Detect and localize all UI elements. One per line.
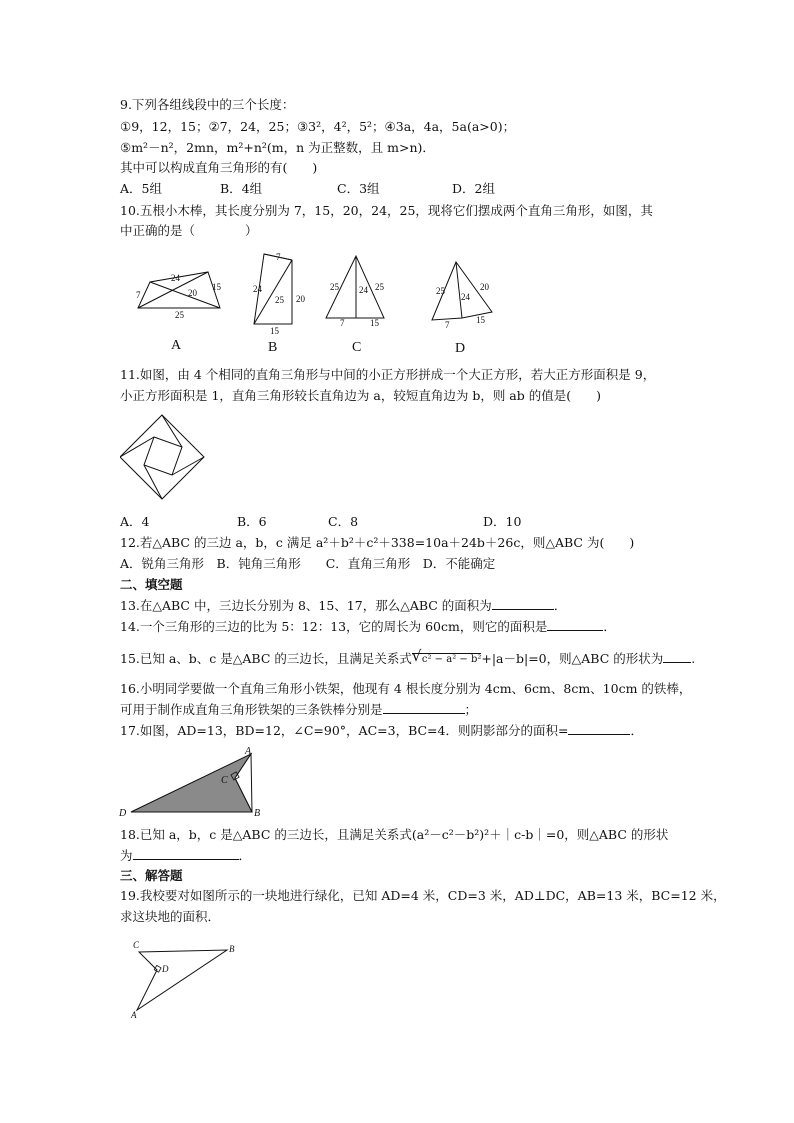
- q14-answer-blank[interactable]: [547, 618, 603, 631]
- q17-answer-blank[interactable]: [568, 722, 630, 735]
- q10-b-label-15: 15: [270, 326, 279, 336]
- q15-line: [120, 647, 696, 668]
- q10-stem-line1: 10.五根小木棒，其长度分别为 7，15，20，24，25，现将它们摆成两个直角三角形，如图，其: [120, 203, 653, 218]
- q13-text: 13.在△ABC 中，三边长分别为 8、15、17，那么△ABC 的面积为: [120, 598, 492, 613]
- q18-line2: [120, 847, 251, 865]
- q11-option-a: A．4: [120, 514, 150, 529]
- q19-label-d: D: [162, 964, 169, 974]
- q10-figure-label-d: D: [455, 341, 466, 356]
- q13-answer-blank[interactable]: [492, 597, 554, 610]
- q17-figure: [115, 746, 275, 822]
- q17-end: ．: [630, 723, 643, 738]
- q16-line1: 16.小明同学要做一个直角三角形小铁架，他现有 4 根长度分别为 4cm、6cm、8cm、10cm 的铁棒，: [120, 681, 692, 696]
- q10-a-label-24: 24: [171, 273, 180, 283]
- q10-c-label-25-right: 25: [375, 282, 384, 292]
- q17-text: 17.如图，AD=13，BD=12，∠C=90°，AC=3，BC=4．则阴影部分的面积=: [120, 723, 569, 738]
- q9-option-a: A．5组: [120, 181, 162, 196]
- q17-label-c: C: [221, 775, 228, 786]
- q13-end: ．: [553, 598, 567, 613]
- q10-a-label-20: 20: [188, 288, 197, 298]
- q19-figure: [125, 938, 245, 1020]
- q10-c-label-24: 24: [359, 285, 368, 295]
- q10-b-label-25: 25: [275, 295, 284, 305]
- q10-figures: [120, 248, 510, 338]
- q19-label-a: A: [131, 1010, 137, 1020]
- q18-line1: 18.已知 a，b，c 是△ABC 的三边长，且满足关系式(a²－c²－b²)²＋｜c-b｜=0，则△ABC 的形状: [120, 827, 669, 842]
- q9-option-d: D．2组: [452, 181, 495, 196]
- q9-groups-line2: ⑤m²－n²，2mn，m²+n²(m，n 为正整数，且 m>n)．: [120, 140, 435, 155]
- q19-line1: 19.我校要对如图所示的一块地进行绿化，已知 AD=4 米，CD=3 米，AD⊥DC，AB=13 米，BC=12 米，: [120, 888, 726, 903]
- q9-groups-line1: ①9，12，15；②7，24，25；③3²，4²，5²；④3a，4a，5a(a>0)；: [120, 119, 516, 134]
- q9-stem: 9.下列各组线段中的三个长度：: [120, 97, 295, 112]
- q17-line: [120, 722, 643, 740]
- q11-figure: [120, 413, 208, 505]
- q11-option-c: C．8: [328, 514, 359, 529]
- q18-end: ．: [238, 848, 252, 863]
- q15-pre: 15.已知 a、b、c 是△ABC 的三边长，且满足关系式: [120, 651, 412, 666]
- q10-d-label-15: 15: [476, 315, 485, 325]
- q19-label-b: B: [229, 944, 235, 954]
- q16-text: 可用于制作成直角三角形铁架的三条铁棒分别是: [120, 702, 383, 717]
- q9-option-b: B．4组: [220, 181, 263, 196]
- q12-stem: 12.若△ABC 的三边 a，b，c 满足 a²＋b²＋c²＋338=10a＋24b＋26c，则△ABC 为( ): [120, 535, 635, 550]
- q10-d-label-25: 25: [436, 286, 445, 296]
- section-answer-heading: 三、解答题: [120, 868, 183, 883]
- q19-label-c: C: [133, 940, 140, 950]
- q16-answer-blank[interactable]: [383, 701, 465, 714]
- q10-figure-label-c: C: [352, 340, 362, 355]
- q10-d-label-7: 7: [445, 320, 450, 330]
- q18-text: 为: [120, 848, 133, 863]
- q14-text: 14.一个三角形的三边的比为 5：12：13，它的周长为 60cm，则它的面积是: [120, 619, 548, 634]
- q10-a-label-7: 7: [136, 290, 141, 300]
- q17-label-d: D: [119, 808, 127, 819]
- q11-stem-line2: 小正方形面积是 1，直角三角形较长直角边为 a，较短直角边为 b，则 ab 的值是( ): [120, 388, 601, 403]
- q17-label-b: B: [254, 808, 261, 819]
- q10-b-label-7: 7: [276, 252, 281, 262]
- q10-d-label-20: 20: [480, 282, 489, 292]
- q11-stem-line1: 11.如图，由 4 个相同的直角三角形与中间的小正方形拼成一个大正方形，若大正方形面积是 9，: [120, 367, 656, 382]
- q10-figure-label-a: A: [171, 338, 182, 353]
- q16-end: ；: [464, 702, 478, 717]
- q15-post: +|a－b|=0，则△ABC 的形状为: [481, 651, 664, 666]
- q18-answer-blank[interactable]: [133, 847, 239, 860]
- q14-end: ．: [603, 619, 616, 634]
- q15-radicand: c² − a² − b²: [421, 654, 482, 665]
- q10-c-label-7: 7: [340, 318, 345, 328]
- q10-a-label-25: 25: [175, 310, 184, 320]
- section-fill-in-heading: 二、填空题: [120, 577, 183, 592]
- q9-option-c: C．3组: [337, 181, 380, 196]
- q17-label-a: A: [245, 746, 252, 757]
- q10-b-label-24: 24: [253, 284, 262, 294]
- q15-radical: [411, 647, 482, 666]
- q10-b-label-20: 20: [296, 294, 305, 304]
- q9-ask: 其中可以构成直角三角形的有( ): [120, 160, 318, 175]
- q19-line2: 求这块地的面积．: [120, 909, 221, 924]
- q10-d-label-24: 24: [461, 292, 470, 302]
- q15-answer-blank[interactable]: [663, 650, 691, 663]
- q15-end: .: [691, 651, 696, 666]
- q12-options: A．锐角三角形 B．钝角三角形 C．直角三角形 D．不能确定: [120, 556, 496, 571]
- q10-stem-line2: 中正确的是（ ）: [120, 223, 258, 238]
- q10-c-label-15: 15: [370, 318, 379, 328]
- q10-a-label-15: 15: [212, 282, 221, 292]
- q11-option-d: D．10: [483, 514, 522, 529]
- q10-c-label-25-left: 25: [330, 282, 339, 292]
- sqrt-icon: √: [411, 647, 422, 665]
- q16-line2: [120, 701, 477, 719]
- q14-line: [120, 618, 616, 636]
- q10-figure-label-b: B: [268, 340, 278, 355]
- q13-line: [120, 597, 566, 615]
- q11-option-b: B．6: [237, 514, 267, 529]
